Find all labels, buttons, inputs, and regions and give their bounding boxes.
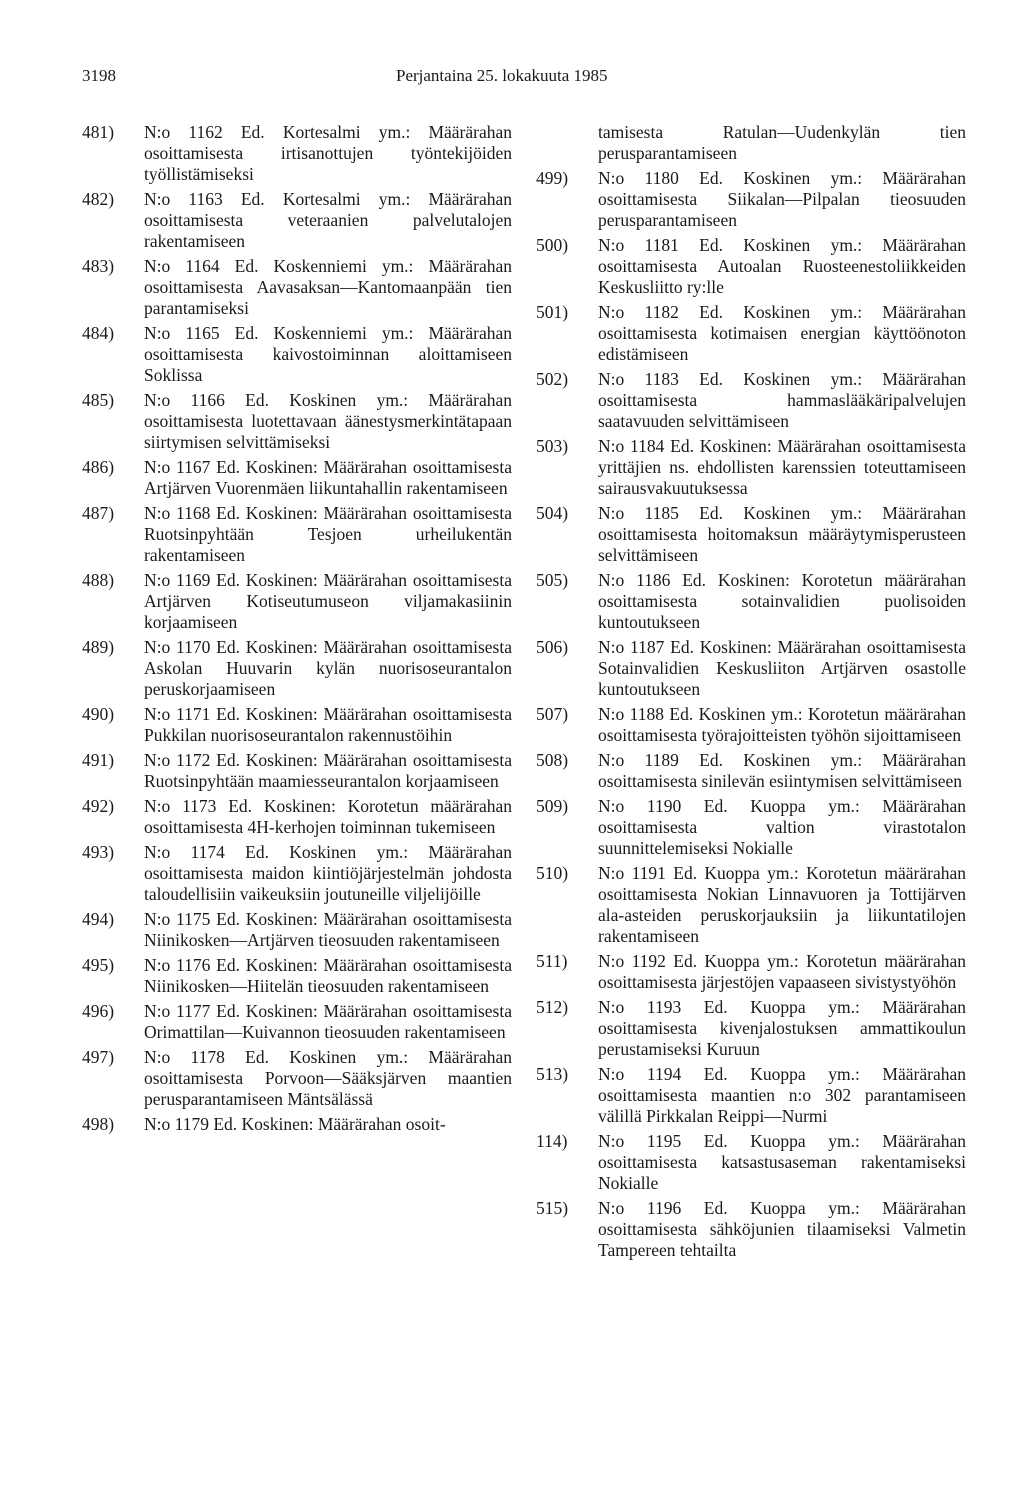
entry-text: N:o 1172 Ed. Koskinen: Määrärahan osoittamisesta Ruotsinpyhtään maamiesseurantalon korjaamiseen [144, 750, 512, 791]
page-header [82, 66, 942, 90]
list-item [536, 168, 966, 231]
list-item [82, 323, 512, 386]
list-item [536, 796, 966, 859]
list-item [82, 189, 512, 252]
entry-text: N:o 1174 Ed. Koskinen ym.: Määrärahan osoittamisesta maidon kiintiöjärjestelmän johdosta taloudellisiin vaikeuksiin joutuneille viljelijöille [144, 842, 512, 904]
entry-number: 513) [536, 1064, 569, 1084]
entry-number: 492) [82, 796, 115, 816]
list-item [82, 955, 512, 997]
entry-number: 511) [536, 951, 568, 971]
entry-number: 486) [82, 457, 115, 477]
entry-number: 504) [536, 503, 569, 523]
list-item [536, 1131, 966, 1194]
list-item [536, 951, 966, 993]
list-item [82, 842, 512, 905]
list-item [82, 256, 512, 319]
entry-number: 489) [82, 637, 115, 657]
list-item [82, 637, 512, 700]
right-column [536, 122, 966, 1265]
entry-text: N:o 1164 Ed. Koskenniemi ym.: Määrärahan osoittamisesta Aavasaksan—Kantomaanpään tien parantamiseksi [144, 256, 512, 318]
entry-number: 493) [82, 842, 115, 862]
list-item [82, 1001, 512, 1043]
list-item [536, 1198, 966, 1261]
list-item [82, 796, 512, 838]
entry-number: 500) [536, 235, 569, 255]
list-item [536, 436, 966, 499]
entry-text: N:o 1185 Ed. Koskinen ym.: Määrärahan osoittamisesta hoitomaksun määräytymisperusteen selvittämiseen [598, 503, 966, 565]
list-item [82, 704, 512, 746]
list-item [536, 503, 966, 566]
entry-text: N:o 1177 Ed. Koskinen: Määrärahan osoittamisesta Orimattilan—Kuivannon tieosuuden rakentamiseen [144, 1001, 512, 1042]
entry-number: 482) [82, 189, 115, 209]
entry-text: N:o 1171 Ed. Koskinen: Määrärahan osoittamisesta Pukkilan nuorisoseurantalon rakennustöihin [144, 704, 512, 745]
entry-text: N:o 1195 Ed. Kuoppa ym.: Määrärahan osoittamisesta katsastusaseman rakentamiseksi Nokialle [598, 1131, 966, 1193]
entry-text: N:o 1191 Ed. Kuoppa ym.: Korotetun määrärahan osoittamisesta Nokian Linnavuoren ja Tottijärven ala-asteiden peruskorjauksiin ja liikuntatilojen rakentamiseen [598, 863, 966, 946]
list-item [536, 235, 966, 298]
entry-text: N:o 1181 Ed. Koskinen ym.: Määrärahan osoittamisesta Autoalan Ruosteenestoliikkeiden Keskusliitto ry:lle [598, 235, 966, 297]
list-item [536, 704, 966, 746]
entry-number: 495) [82, 955, 115, 975]
entry-text: N:o 1173 Ed. Koskinen: Korotetun määrärahan osoittamisesta 4H-kerhojen toiminnan tukemiseen [144, 796, 512, 837]
entry-number: 497) [82, 1047, 115, 1067]
entry-number: 512) [536, 997, 569, 1017]
entry-text: N:o 1165 Ed. Koskenniemi ym.: Määrärahan osoittamisesta kaivostoiminnan aloittamiseen Soklissa [144, 323, 512, 385]
entry-text: tamisesta Ratulan—Uudenkylän tien perusparantamiseen [598, 122, 966, 163]
entry-text: N:o 1190 Ed. Kuoppa ym.: Määrärahan osoittamisesta valtion virastotalon suunnittelemiseksi Nokialle [598, 796, 966, 858]
entry-number: 494) [82, 909, 115, 929]
entry-number: 114) [536, 1131, 568, 1151]
entry-text: N:o 1196 Ed. Kuoppa ym.: Määrärahan osoittamisesta sähköjunien tilaamiseksi Valmetin Tampereen tehtailta [598, 1198, 966, 1260]
entry-number: 488) [82, 570, 115, 590]
entry-number: 481) [82, 122, 115, 142]
entry-text: N:o 1179 Ed. Koskinen: Määrärahan osoit- [144, 1114, 446, 1134]
left-column [82, 122, 512, 1139]
entry-number: 484) [82, 323, 115, 343]
entry-text: N:o 1192 Ed. Kuoppa ym.: Korotetun määrärahan osoittamisesta järjestöjen vapaaseen sivistystyöhön [598, 951, 966, 992]
entry-number: 503) [536, 436, 569, 456]
running-title: Perjantaina 25. lokakuuta 1985 [396, 66, 608, 85]
entry-text: N:o 1168 Ed. Koskinen: Määrärahan osoittamisesta Ruotsinpyhtään Tesjoen urheilukentän rakentamiseen [144, 503, 512, 565]
entry-number: 509) [536, 796, 569, 816]
list-item [536, 863, 966, 947]
entry-text: N:o 1193 Ed. Kuoppa ym.: Määrärahan osoittamisesta kivenjalostuksen ammattikoulun perustamiseksi Kuruun [598, 997, 966, 1059]
entry-text: N:o 1176 Ed. Koskinen: Määrärahan osoittamisesta Niinikosken—Hiitelän tieosuuden rakentamiseen [144, 955, 512, 996]
entry-text: N:o 1178 Ed. Koskinen ym.: Määrärahan osoittamisesta Porvoon—Sääksjärven maantien perusparantamiseen Mäntsälässä [144, 1047, 512, 1109]
entry-text: N:o 1183 Ed. Koskinen ym.: Määrärahan osoittamisesta hammaslääkäripalvelujen saatavuuden selvittämiseen [598, 369, 966, 431]
entry-number: 507) [536, 704, 569, 724]
list-item [536, 302, 966, 365]
entry-number: 508) [536, 750, 569, 770]
entry-text: N:o 1162 Ed. Kortesalmi ym.: Määrärahan osoittamisesta irtisanottujen työntekijöiden työllistämiseksi [144, 122, 512, 184]
list-item [82, 750, 512, 792]
list-item [82, 570, 512, 633]
entry-number: 510) [536, 863, 569, 883]
entry-text: N:o 1194 Ed. Kuoppa ym.: Määrärahan osoittamisesta maantien n:o 302 parantamiseen välillä Pirkkalan Reippi—Nurmi [598, 1064, 966, 1126]
entry-number: 498) [82, 1114, 115, 1134]
entry-number: 515) [536, 1198, 569, 1218]
entry-text: N:o 1180 Ed. Koskinen ym.: Määrärahan osoittamisesta Siikalan—Pilpalan tieosuuden perusparantamiseen [598, 168, 966, 230]
entry-text: N:o 1187 Ed. Koskinen: Määrärahan osoittamisesta Sotainvalidien Keskusliiton Artjärven osastolle kuntoutukseen [598, 637, 966, 699]
entry-number: 491) [82, 750, 115, 770]
list-item [536, 1064, 966, 1127]
page-number: 3198 [82, 66, 116, 85]
entry-number: 506) [536, 637, 569, 657]
list-item [536, 750, 966, 792]
entry-number: 502) [536, 369, 569, 389]
list-item [536, 570, 966, 633]
list-item [82, 390, 512, 453]
entry-number: 487) [82, 503, 115, 523]
entry-number: 501) [536, 302, 569, 322]
entry-number: 505) [536, 570, 569, 590]
entry-number: 490) [82, 704, 115, 724]
entry-text: N:o 1169 Ed. Koskinen: Määrärahan osoittamisesta Artjärven Kotiseutumuseon viljamakasiinin korjaamiseen [144, 570, 512, 632]
entry-text: N:o 1170 Ed. Koskinen: Määrärahan osoittamisesta Askolan Huuvarin kylän nuorisoseurantalon peruskorjaamiseen [144, 637, 512, 699]
entry-text: N:o 1166 Ed. Koskinen ym.: Määrärahan osoittamisesta luotettavaan äänestysmerkintätapaan siirtymisen selvittämiseksi [144, 390, 512, 452]
entry-number: 485) [82, 390, 115, 410]
entry-number: 496) [82, 1001, 115, 1021]
list-item [82, 1114, 512, 1135]
list-item [82, 457, 512, 499]
list-item [82, 909, 512, 951]
list-item [536, 369, 966, 432]
list-item [82, 122, 512, 185]
entry-text: N:o 1182 Ed. Koskinen ym.: Määrärahan osoittamisesta kotimaisen energian käyttöönoton edistämiseen [598, 302, 966, 364]
list-item [536, 637, 966, 700]
entry-text: N:o 1186 Ed. Koskinen: Korotetun määrärahan osoittamisesta sotainvalidien puolisoiden kuntoutukseen [598, 570, 966, 632]
entry-text: N:o 1189 Ed. Koskinen ym.: Määrärahan osoittamisesta sinilevän esiintymisen selvittämiseen [598, 750, 966, 791]
entry-text: N:o 1167 Ed. Koskinen: Määrärahan osoittamisesta Artjärven Vuorenmäen liikuntahallin rakentamiseen [144, 457, 512, 498]
entry-text: N:o 1175 Ed. Koskinen: Määrärahan osoittamisesta Niinikosken—Artjärven tieosuuden rakentamiseen [144, 909, 512, 950]
continuation-entry [536, 122, 966, 164]
entry-text: N:o 1163 Ed. Kortesalmi ym.: Määrärahan osoittamisesta veteraanien palvelutalojen rakentamiseen [144, 189, 512, 251]
entry-text: N:o 1188 Ed. Koskinen ym.: Korotetun määrärahan osoittamisesta työrajoitteisten työhön sijoittamiseen [598, 704, 966, 745]
list-item [82, 1047, 512, 1110]
entry-text: N:o 1184 Ed. Koskinen: Määrärahan osoittamisesta yrittäjien ns. ehdollisten karenssien toteuttamiseen sairausvakuutuksessa [598, 436, 966, 498]
entry-number: 499) [536, 168, 569, 188]
list-item [82, 503, 512, 566]
entry-number: 483) [82, 256, 115, 276]
list-item [536, 997, 966, 1060]
